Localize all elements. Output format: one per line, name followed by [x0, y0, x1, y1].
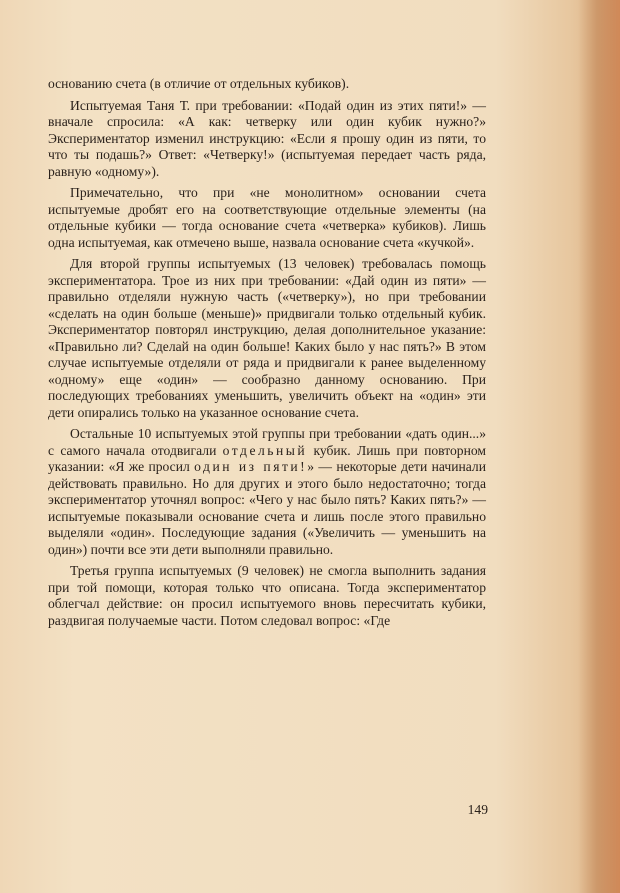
paragraph [48, 563, 486, 629]
paragraph [48, 76, 486, 93]
paragraph [48, 185, 486, 251]
paragraph-text: Примечательно, что при «не монолитном» основании счета испытуемые дробят его на соответствующие отдельные элементы (на отдельные кубики — тогда основание счета «четверка» кубиков). Лишь одна испытуемая, как отмечено выше, назвала основание счета «кучкой». [48, 185, 486, 250]
paragraph-text: Для второй группы испытуемых (13 человек) требовалась помощь экспериментатора. Трое из них при требовании: «Дай один из пяти» — правильно отделяли нужную часть («четверку»), но при требовании «сделать на один больше (меньше)» придвигали только отдельный кубик. Экспериментатор повторял инструкцию, делая дополнительное указание: «Правильно ли? Сделай на один больше! Каких было у нас пять?» В этом случае испытуемые отделяли от ряда и придвигали к ранее выделенному «одному» еще «один» — сообразно данному основанию. При последующих требованиях уменьшить, увеличить объект на «один» эти дети опирались только на указанное основание счета. [48, 256, 486, 420]
spaced-emphasis-text: один из пяти! [194, 459, 308, 474]
paragraph [48, 256, 486, 421]
paragraph [48, 98, 486, 181]
paragraph-text: Остальные 10 испытуемых этой группы при требовании «дать один...» с самого начала отодвигали [48, 426, 486, 458]
paragraph-text: Третья группа испытуемых (9 человек) не смогла выполнить задания при той помощи, которая только что описана. Тогда экспериментатор облегчал действие: он просил испытуемого вновь пересчитать кубики, раздвигая получаемые части. Потом следовал вопрос: «Где [48, 563, 486, 628]
paragraph-text: основанию счета (в отличие от отдельных кубиков). [48, 76, 350, 91]
paragraph-text: кубик. Лишь при повторном указании: «Я же просил [48, 442, 487, 474]
page-number: 149 [467, 802, 488, 817]
paragraph-text: Испытуемая Таня Т. при требовании: «Подай один из этих пяти!» — вначале спросила: «А как: четверку или один кубик нужно?» Экспериментатор изменил инструкцию: «Если я прошу один из пяти, то что ты подашь?» Ответ: «Четверку!» (испытуемая передает часть ряда, равную «одному»). [48, 97, 486, 179]
paragraph-text: » — некоторые дети начинали действовать правильно. Но для других и этого было недостаточно; тогда экспериментатор уточнял вопрос: «Чего у нас было пять? Каких пять?» — испытуемые показывали основание счета и лишь после этого правильно выделяли «один». Последующие задания («Увеличить — уменьшить на один») почти все эти дети выполняли правильно. [48, 459, 486, 557]
paragraph [48, 426, 486, 558]
page-edge-shadow [578, 0, 620, 893]
page-body-text [48, 76, 486, 634]
spaced-emphasis-text: отдельный [222, 442, 308, 458]
